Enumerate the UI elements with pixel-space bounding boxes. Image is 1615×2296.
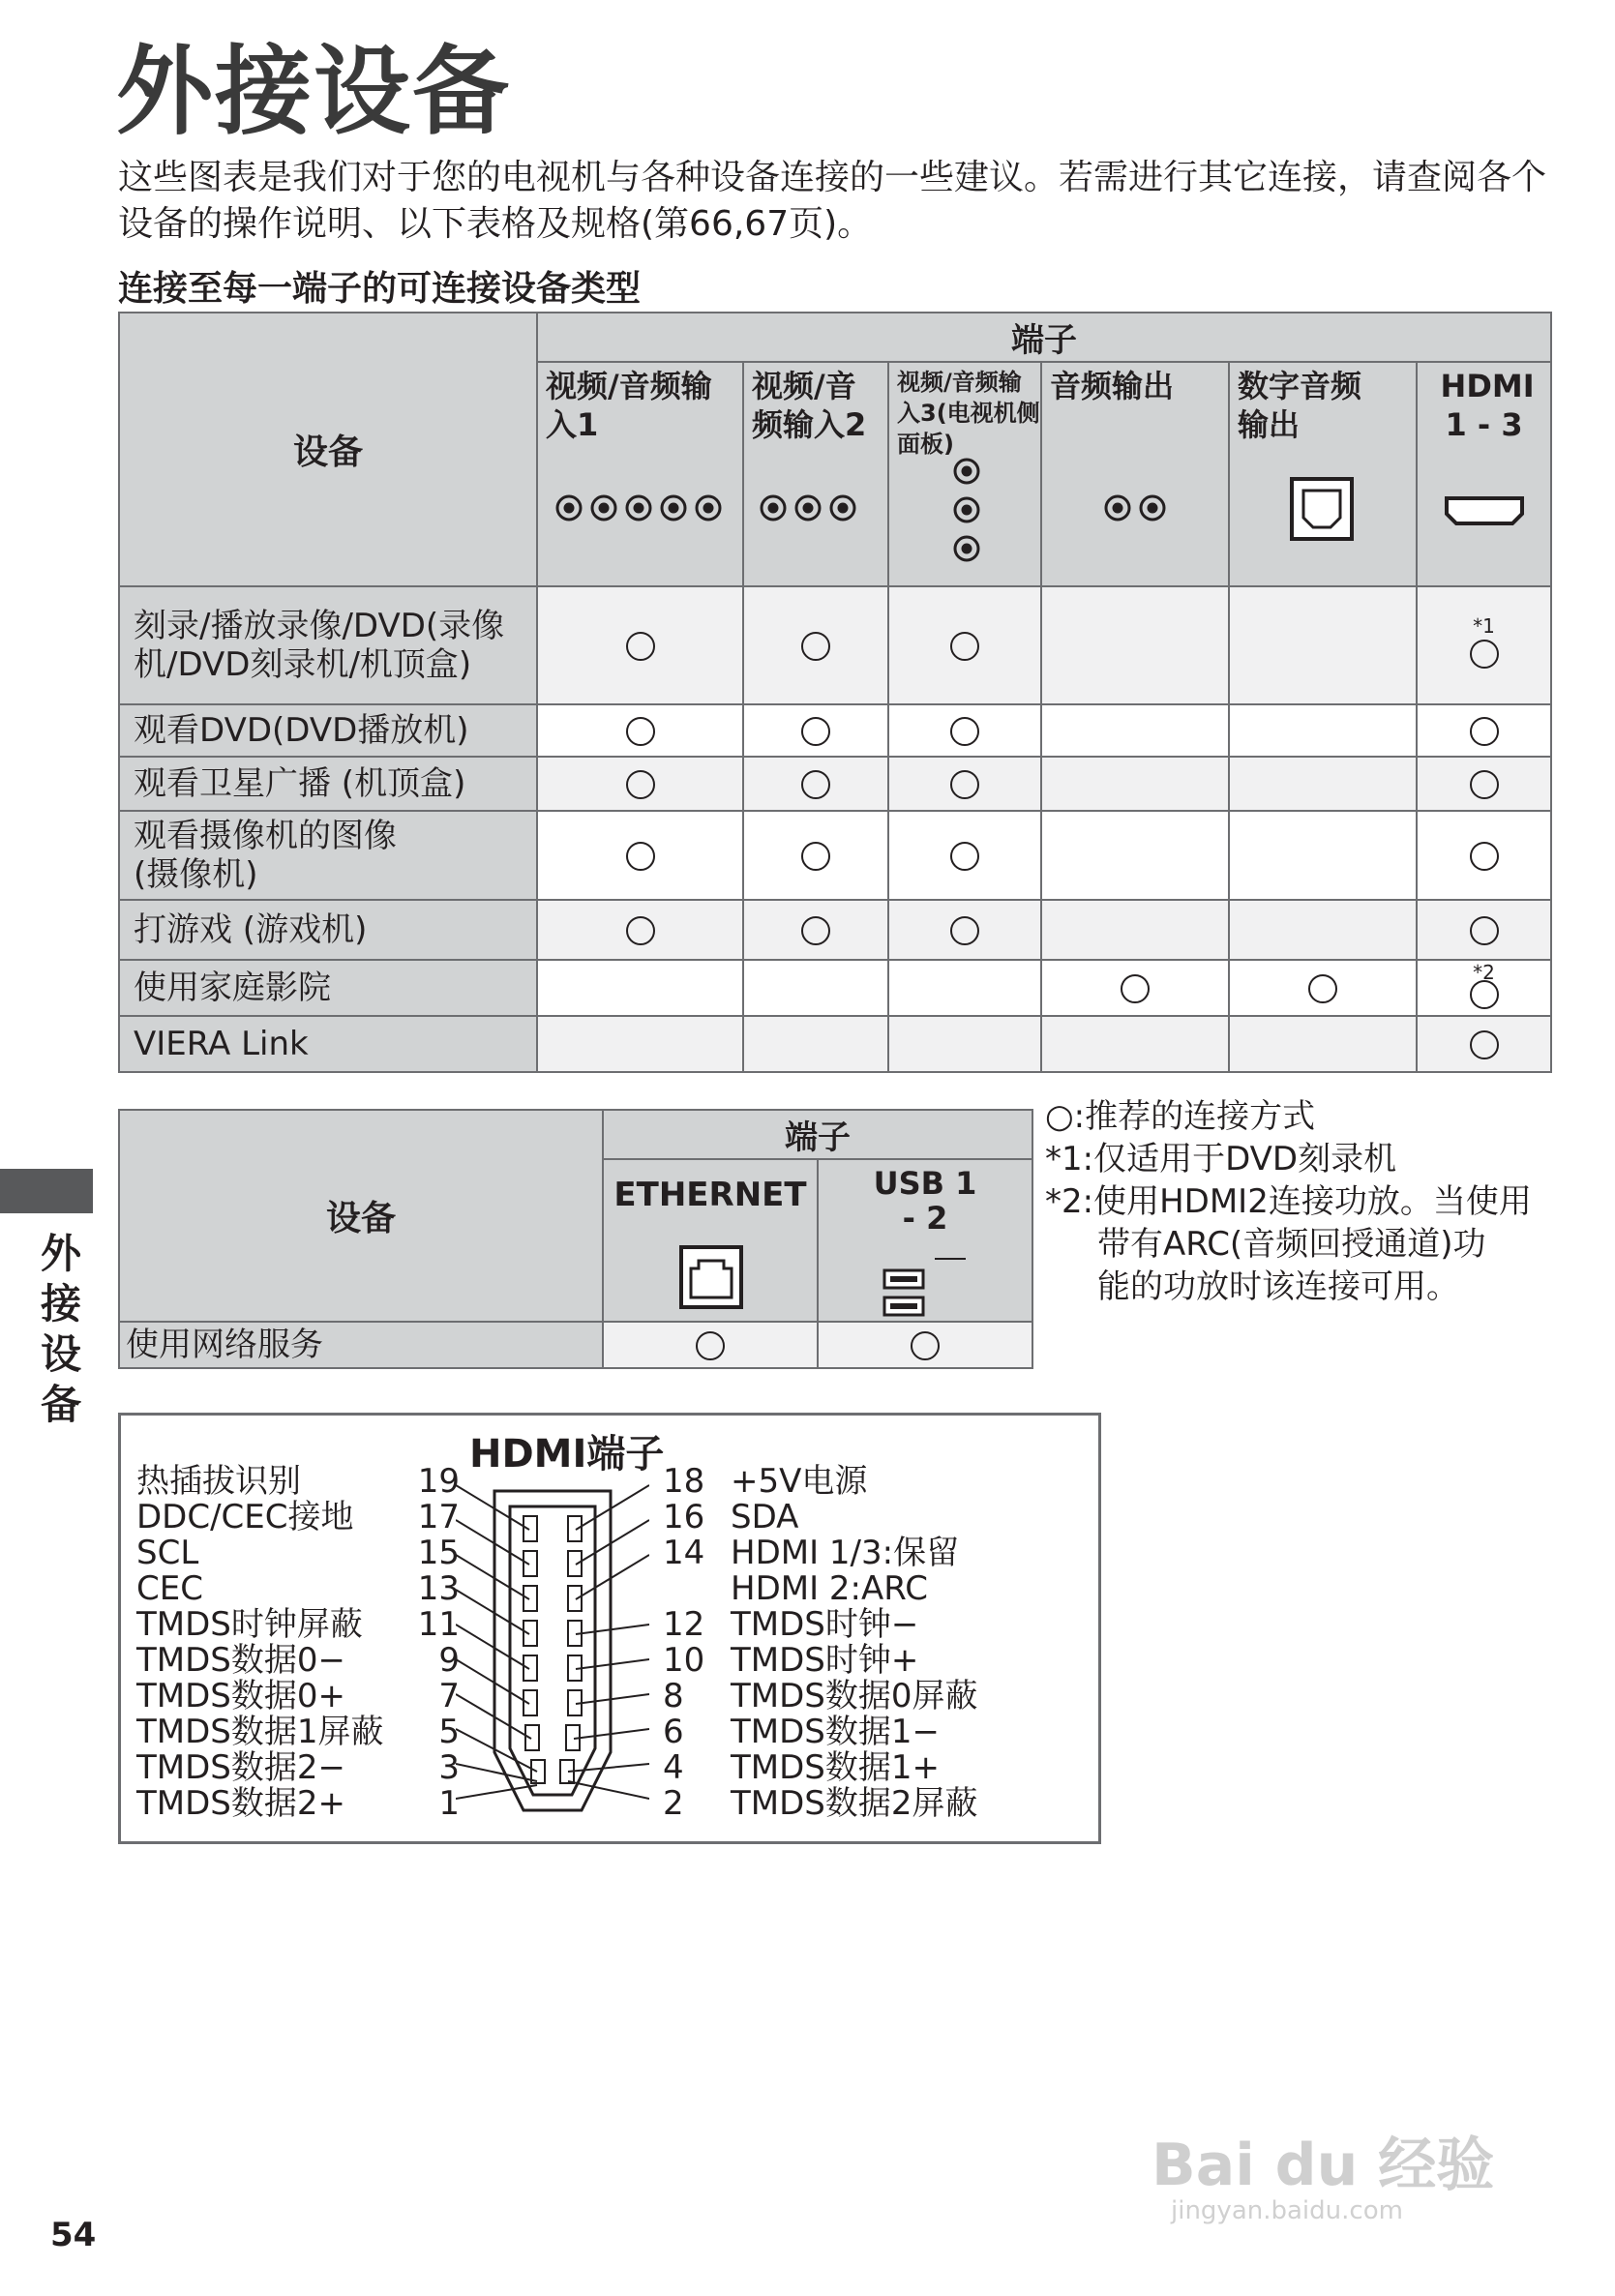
pin-label: TMDS时钟+ (731, 1641, 919, 1680)
terminal-header-cell (537, 313, 1551, 362)
terminal-header: 端子 (785, 1118, 851, 1157)
pin-number: 16 (663, 1498, 705, 1536)
col-hdmi (1417, 362, 1551, 586)
recommended-mark-icon (950, 916, 979, 945)
mark-cell (1041, 811, 1229, 900)
mark-cell (1229, 1016, 1417, 1072)
row-label: 打游戏 (游戏机) (119, 900, 537, 960)
pin-number: 10 (663, 1641, 705, 1680)
mark-cell (743, 900, 888, 960)
recommended-mark-icon (801, 770, 830, 799)
mark-cell (888, 960, 1041, 1016)
row-label: 使用家庭影院 (119, 960, 537, 1016)
col-label: 视频/音频输入2 (752, 368, 867, 443)
col-label: 视频/音频输入3(电视机侧面板) (897, 369, 1040, 458)
table-row (119, 704, 1551, 757)
table-row (119, 1322, 1032, 1368)
intro-text: 这些图表是我们对于您的电视机与各种设备连接的一些建议。若需进行其它连接，请查阅各个设备的操作说明、以下表格及规格(第66,67页)。 (118, 158, 1547, 244)
sidebar-tab-bar (0, 1169, 93, 1213)
pin-label: TMDS数据2屏蔽 (731, 1784, 978, 1823)
usb-ports-icon (877, 1247, 983, 1325)
mark-cell (537, 960, 743, 1016)
recommended-mark-icon (1470, 980, 1499, 1009)
right-pin-numbers (663, 1462, 705, 1823)
mark-cell (1041, 960, 1229, 1016)
recommended-mark-icon (1470, 717, 1499, 746)
pin-label: TMDS数据1− (731, 1713, 940, 1751)
recommended-mark-icon (626, 916, 655, 945)
table-row (119, 586, 1551, 704)
mark-cell (743, 704, 888, 757)
rca-jacks-3-icon (754, 489, 880, 527)
recommended-mark-icon (1470, 842, 1499, 871)
recommended-mark-icon (950, 842, 979, 871)
mark-cell (743, 960, 888, 1016)
recommended-mark-icon (1308, 974, 1337, 1003)
recommended-mark-icon (626, 632, 655, 661)
device-header-cell (119, 1110, 603, 1322)
table-row (119, 900, 1551, 960)
pin-number: 8 (663, 1677, 684, 1715)
mark-cell (537, 900, 743, 960)
pin-number: 19 (417, 1462, 460, 1501)
mark-cell (537, 1016, 743, 1072)
mark-cell (888, 1016, 1041, 1072)
mark-cell (537, 586, 743, 704)
left-pin-numbers (411, 1464, 460, 1822)
pin-label: TMDS数据0屏蔽 (731, 1677, 978, 1715)
pin-label: TMDS数据1+ (731, 1748, 940, 1787)
legend-note-2-cont: 带有ARC(音频回授通道)功 (1097, 1225, 1486, 1264)
network-table (118, 1109, 1033, 1369)
connection-table (118, 312, 1552, 1073)
col-av-in-3 (888, 362, 1041, 586)
hdmi-port-icon (1441, 491, 1528, 529)
pin-label: SDA (731, 1498, 799, 1536)
mark-cell (888, 704, 1041, 757)
row-label: 观看摄像机的图像(摄像机) (119, 811, 537, 900)
recommended-mark-icon (1470, 770, 1499, 799)
col-av-in-2 (743, 362, 888, 586)
row-label: 刻录/播放录像/DVD(录像机/DVD刻录机/机顶盒) (119, 586, 537, 704)
pin-label: TMDS数据0− (136, 1641, 345, 1680)
mark-cell (1417, 900, 1551, 960)
hdmi-connector-icon (456, 1462, 649, 1849)
legend-note-2: *2:使用HDMI2连接功放。当使用 (1045, 1182, 1532, 1221)
mark-cell (1417, 704, 1551, 757)
mark-cell (818, 1322, 1032, 1368)
pin-number: 3 (438, 1748, 460, 1787)
row-label: 观看卫星广播 (机顶盒) (119, 757, 537, 811)
legend-note-1: *1:仅适用于DVD刻录机 (1045, 1140, 1397, 1178)
mark-cell (1417, 1016, 1551, 1072)
mark-cell (1229, 586, 1417, 704)
rca-jacks-5-icon (550, 489, 733, 527)
recommended-mark-icon (801, 842, 830, 871)
col-label: 音频输出 (1050, 368, 1175, 404)
col-label: HDMI 1 - 3 (1440, 368, 1535, 443)
mark-cell (888, 757, 1041, 811)
recommended-mark-icon (626, 717, 655, 746)
pin-number: 1 (438, 1784, 460, 1823)
col-label: 视频/音频输入1 (546, 368, 712, 443)
mark-cell (1417, 757, 1551, 811)
legend-note-2-cont: 能的功放时该连接可用。 (1097, 1267, 1459, 1306)
recommended-mark-icon (801, 632, 830, 661)
recommended-mark-icon (626, 770, 655, 799)
pin-number: 15 (417, 1534, 460, 1572)
mark-cell (1229, 811, 1417, 900)
pin-number: 11 (417, 1605, 460, 1644)
sidebar-label: 外接设备 (40, 1230, 81, 1428)
legend (1045, 1095, 1532, 1308)
recommended-mark-icon (1470, 1030, 1499, 1059)
recommended-mark-icon (950, 770, 979, 799)
mark-cell (888, 586, 1041, 704)
pin-label: CEC (136, 1569, 203, 1608)
pin-label: TMDS数据0+ (136, 1677, 345, 1715)
mark-cell (743, 1016, 888, 1072)
pin-label: DDC/CEC接地 (136, 1498, 354, 1536)
mark-cell (1041, 900, 1229, 960)
recommended-mark-icon (911, 1331, 940, 1360)
watermark-logo: Bai du 经验 (1151, 2132, 1495, 2199)
mark-cell (743, 811, 888, 900)
mark-cell (888, 900, 1041, 960)
pin-number: 14 (663, 1534, 705, 1572)
rca-jacks-vertical-icon (938, 456, 996, 572)
recommended-mark-icon (1470, 640, 1499, 669)
pin-label: TMDS数据1屏蔽 (136, 1713, 384, 1751)
rca-jacks-2-icon (1098, 489, 1176, 527)
mark-cell (743, 586, 888, 704)
mark-cell (1229, 900, 1417, 960)
device-header: 设备 (292, 432, 363, 472)
pin-label: HDMI 2:ARC (731, 1569, 928, 1608)
recommended-mark-icon (696, 1331, 725, 1360)
recommended-mark-icon (950, 632, 979, 661)
pin-number: 6 (663, 1713, 684, 1751)
row-label: 观看DVD(DVD播放机) (119, 704, 537, 757)
mark-cell (1041, 757, 1229, 811)
recommended-mark-icon (801, 916, 830, 945)
row-label: 使用网络服务 (119, 1322, 603, 1368)
pin-number: 13 (417, 1569, 460, 1608)
mark-cell (1041, 704, 1229, 757)
legend-recommended: ○:推荐的连接方式 (1045, 1097, 1316, 1136)
table-row (119, 811, 1551, 900)
terminal-header: 端子 (1011, 321, 1078, 360)
col-label: USB 1 - 2 (873, 1165, 977, 1237)
pin-number: 5 (438, 1713, 460, 1751)
mark-cell (1417, 960, 1551, 1016)
col-label: ETHERNET (613, 1176, 807, 1214)
right-pin-labels (731, 1464, 1089, 1822)
hdmi-pinout-diagram (118, 1413, 1101, 1844)
section-title: 连接至每一端子的可连接设备类型 (118, 269, 642, 309)
mark-cell (1229, 757, 1417, 811)
pin-label: SCL (136, 1534, 199, 1572)
mark-cell (603, 1322, 818, 1368)
pin-label: TMDS数据2− (136, 1748, 345, 1787)
pin-label: HDMI 1/3:保留 (731, 1534, 960, 1572)
device-header-cell (119, 313, 537, 586)
hdmi-diagram-title: HDMI端子 (469, 1432, 665, 1476)
device-header: 设备 (325, 1199, 396, 1238)
page-number: 54 (50, 2216, 97, 2254)
recommended-mark-icon (1121, 974, 1150, 1003)
mark-cell (743, 757, 888, 811)
pin-number: 9 (438, 1641, 460, 1680)
mark-cell (1417, 811, 1551, 900)
pin-label: TMDS时钟屏蔽 (136, 1605, 363, 1644)
optical-port-icon (1288, 475, 1356, 543)
table-row (119, 960, 1551, 1016)
col-digital-audio-out (1229, 362, 1417, 586)
pin-label: +5V电源 (731, 1462, 868, 1501)
col-usb (818, 1159, 1032, 1322)
pin-number: 17 (417, 1498, 460, 1536)
ethernet-port-icon (677, 1243, 745, 1311)
mark-cell (888, 811, 1041, 900)
terminal-header-cell (603, 1110, 1032, 1159)
mark-cell (1229, 704, 1417, 757)
mark-cell (1041, 586, 1229, 704)
col-audio-out (1041, 362, 1229, 586)
table-row (119, 1016, 1551, 1072)
left-pin-labels (136, 1464, 388, 1822)
table-row (119, 757, 1551, 811)
recommended-mark-icon (626, 842, 655, 871)
pin-number: 7 (438, 1677, 460, 1715)
pin-label: TMDS时钟− (731, 1605, 919, 1644)
mark-cell (1229, 960, 1417, 1016)
page-title: 外接设备 (116, 35, 511, 148)
pin-number (663, 1571, 702, 1607)
row-label: VIERA Link (119, 1016, 537, 1072)
recommended-mark-icon (801, 717, 830, 746)
col-ethernet (603, 1159, 818, 1322)
mark-cell (537, 757, 743, 811)
pin-number: 4 (663, 1748, 684, 1787)
recommended-mark-icon (1470, 916, 1499, 945)
pin-label: TMDS数据2+ (136, 1784, 345, 1823)
pin-number: 12 (663, 1605, 705, 1644)
col-av-in-1 (537, 362, 743, 586)
watermark-url: jingyan.baidu.com (1171, 2196, 1403, 2225)
pin-number: 2 (663, 1784, 684, 1823)
pin-label: 热插拔识别 (136, 1462, 301, 1501)
recommended-mark-icon (950, 717, 979, 746)
col-label: 数字音频输出 (1238, 368, 1362, 443)
mark-cell (537, 811, 743, 900)
mark-cell (1417, 586, 1551, 704)
mark-cell (537, 704, 743, 757)
pin-number: 18 (663, 1462, 705, 1501)
mark-cell (1041, 1016, 1229, 1072)
footnote-ref: *1 (1473, 614, 1495, 638)
footnote-ref: *2 (1473, 961, 1495, 984)
